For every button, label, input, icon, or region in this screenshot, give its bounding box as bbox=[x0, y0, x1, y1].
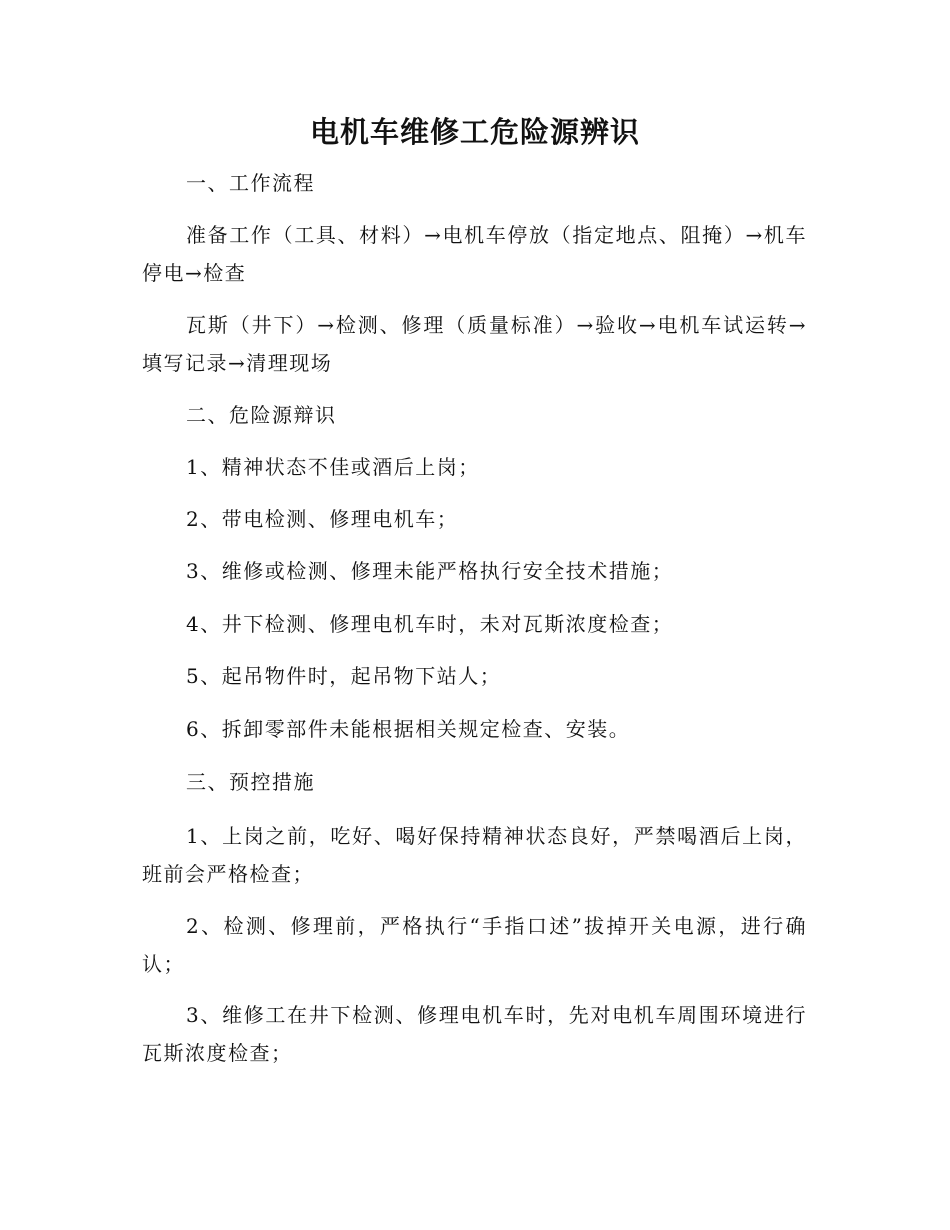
hazard-item-4: 4、井下检测、修理电机车时，未对瓦斯浓度检查； bbox=[186, 612, 674, 636]
document-title: 电机车维修工危险源辨识 bbox=[309, 115, 640, 149]
hazard-item-6: 6、拆卸零部件未能根据相关规定检查、安装。 bbox=[186, 717, 631, 741]
workflow-step-2: 瓦斯（井下）→检测、修理（质量标准）→验收→电机车试运转→填写记录→清理现场 bbox=[142, 313, 807, 375]
control-item-2: 2、检测、修理前，严格执行“手指口述”拔掉开关电源，进行确认； bbox=[142, 914, 807, 976]
workflow-step-1: 准备工作（工具、材料）→电机车停放（指定地点、阻掩）→机车停电→检查 bbox=[142, 223, 807, 285]
control-item-3: 3、维修工在井下检测、修理电机车时，先对电机车周围环境进行瓦斯浓度检查； bbox=[142, 1003, 807, 1065]
section-heading-hazards: 二、危险源辩识 bbox=[186, 403, 337, 427]
hazard-item-5: 5、起吊物件时，起吊物下站人； bbox=[186, 664, 502, 688]
hazard-item-2: 2、带电检测、修理电机车； bbox=[186, 507, 459, 531]
control-item-1: 1、上岗之前，吃好、喝好保持精神状态良好，严禁喝酒后上岗，班前会严格检查； bbox=[142, 824, 807, 886]
hazard-item-1: 1、精神状态不佳或酒后上岗； bbox=[186, 455, 480, 479]
section-heading-controls: 三、预控措施 bbox=[186, 770, 315, 794]
hazard-item-3: 3、维修或检测、修理未能严格执行安全技术措施； bbox=[186, 559, 674, 583]
section-heading-workflow: 一、工作流程 bbox=[186, 171, 315, 195]
